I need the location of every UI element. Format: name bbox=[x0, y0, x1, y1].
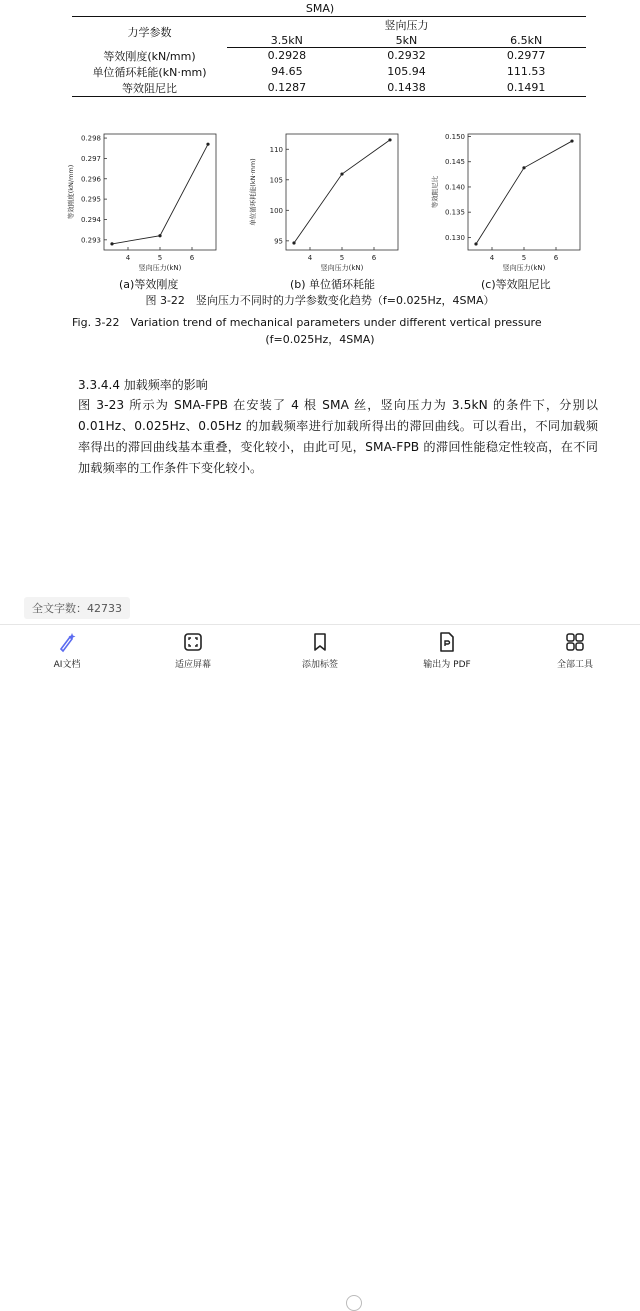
fit-screen-button[interactable] bbox=[138, 631, 248, 670]
data-point bbox=[388, 138, 391, 141]
series-line bbox=[294, 140, 390, 243]
toolbar-label: 添加标签 bbox=[301, 660, 338, 670]
home-indicator[interactable] bbox=[346, 1295, 362, 1311]
pdf-export-icon bbox=[392, 631, 502, 653]
toolbar-label: 全部工具 bbox=[556, 660, 593, 670]
table-caption-tail: SMA) bbox=[305, 2, 335, 15]
add-bookmark-button[interactable] bbox=[265, 631, 375, 670]
cell-value: 0.1438 bbox=[347, 80, 467, 97]
bookmark-icon bbox=[265, 631, 375, 653]
param-header: 力学参数 bbox=[72, 17, 227, 48]
y-tick-label: 0.145 bbox=[444, 158, 465, 167]
data-point bbox=[474, 242, 477, 245]
y-tick-label: 0.298 bbox=[80, 134, 101, 143]
document-page bbox=[0, 0, 640, 600]
x-axis-label: 竖向压力(kN) bbox=[320, 264, 364, 272]
y-tick-label: 105 bbox=[269, 176, 283, 185]
row-label: 单位循环耗能(kN·mm) bbox=[92, 65, 207, 79]
cell-value: 0.1287 bbox=[227, 80, 347, 97]
data-point bbox=[110, 242, 113, 245]
chart-svg bbox=[246, 126, 406, 286]
toolbar-label: 适应屏幕 bbox=[174, 660, 211, 670]
x-tick-label: 6 bbox=[371, 254, 377, 262]
table-row bbox=[72, 64, 586, 80]
y-tick-label: 0.295 bbox=[80, 195, 101, 204]
y-tick-label: 0.150 bbox=[444, 133, 465, 142]
toolbar-label: AI文档 bbox=[53, 660, 81, 670]
figure-caption-en: Fig. 3-22 Variation trend of mechanical parameters under different vertical pressure bbox=[72, 316, 542, 329]
data-point bbox=[158, 234, 161, 237]
toolbar-label: 输出为 PDF bbox=[423, 660, 471, 670]
y-axis-label: 单位循环耗能(kN·mm) bbox=[249, 158, 257, 226]
x-tick-label: 6 bbox=[189, 254, 195, 262]
stiffness-chart bbox=[64, 126, 224, 286]
x-tick-label: 5 bbox=[157, 254, 163, 262]
section-heading: 3.3.4.4 加载频率的影响 bbox=[78, 378, 208, 392]
x-tick-label: 5 bbox=[339, 254, 345, 262]
x-tick-label: 6 bbox=[553, 254, 559, 262]
mechanical-parameters-table bbox=[72, 16, 586, 97]
data-point bbox=[206, 143, 209, 146]
energy-chart bbox=[246, 126, 406, 286]
ai-sparkle-icon bbox=[12, 631, 122, 653]
series-line bbox=[476, 141, 572, 244]
subcaption-b: (b) 单位循环耗能 bbox=[290, 278, 376, 291]
data-point bbox=[292, 241, 295, 244]
chart-svg bbox=[428, 126, 588, 286]
row-label: 等效刚度(kN/mm) bbox=[103, 49, 196, 63]
cell-value: 94.65 bbox=[271, 65, 303, 78]
cell-value: 111.53 bbox=[506, 65, 546, 78]
x-axis-label: 竖向压力(kN) bbox=[502, 264, 546, 272]
x-tick-label: 4 bbox=[125, 254, 131, 262]
cell-value: 0.2928 bbox=[267, 49, 307, 63]
x-axis-label: 竖向压力(kN) bbox=[138, 264, 182, 272]
export-pdf-button[interactable] bbox=[392, 631, 502, 670]
damping-chart bbox=[428, 126, 588, 286]
y-tick-label: 0.135 bbox=[444, 208, 465, 217]
y-tick-label: 0.296 bbox=[80, 175, 101, 184]
plot-frame bbox=[468, 134, 580, 250]
word-count-badge: 全文字数：42733 bbox=[24, 597, 130, 619]
x-tick-label: 4 bbox=[307, 254, 313, 262]
y-tick-label: 95 bbox=[274, 237, 283, 246]
ai-document-button[interactable] bbox=[12, 631, 122, 670]
figure-caption-en-params: (f=0.025Hz，4SMA) bbox=[265, 333, 375, 346]
y-tick-label: 110 bbox=[269, 145, 283, 154]
cell-value: 0.2977 bbox=[506, 49, 546, 63]
series-line bbox=[112, 144, 208, 244]
chart-svg bbox=[64, 126, 224, 286]
subcaption-c: (c)等效阻尼比 bbox=[481, 278, 551, 291]
plot-frame bbox=[104, 134, 216, 250]
column-header: 3.5kN bbox=[227, 33, 347, 48]
data-point bbox=[340, 172, 343, 175]
row-label: 等效阻尼比 bbox=[72, 80, 227, 97]
plot-frame bbox=[286, 134, 398, 250]
data-point bbox=[570, 139, 573, 142]
x-tick-label: 5 bbox=[521, 254, 527, 262]
y-tick-label: 0.293 bbox=[80, 236, 101, 245]
table-row bbox=[72, 48, 586, 64]
cell-value: 0.1491 bbox=[466, 80, 586, 97]
column-header: 5kN bbox=[347, 33, 467, 48]
y-tick-label: 0.130 bbox=[444, 233, 465, 242]
data-point bbox=[522, 166, 525, 169]
y-tick-label: 0.297 bbox=[80, 154, 101, 163]
subcaption-a: (a)等效刚度 bbox=[119, 278, 179, 291]
y-axis-label: 等效刚度(kN/mm) bbox=[67, 164, 75, 220]
y-axis-label: 等效阻尼比 bbox=[431, 175, 439, 209]
fit-screen-icon bbox=[138, 631, 248, 653]
table-row bbox=[72, 80, 586, 97]
cell-value: 0.2932 bbox=[387, 49, 426, 63]
bottom-toolbar bbox=[0, 624, 640, 695]
all-tools-icon bbox=[520, 631, 630, 653]
pressure-group-header: 竖向压力 bbox=[227, 17, 586, 34]
y-tick-label: 0.294 bbox=[80, 215, 101, 224]
all-tools-button[interactable] bbox=[520, 631, 630, 670]
x-tick-label: 4 bbox=[489, 254, 495, 262]
y-tick-label: 100 bbox=[269, 206, 283, 215]
y-tick-label: 0.140 bbox=[444, 183, 465, 192]
figure-caption: 图 3-22 竖向压力不同时的力学参数变化趋势（f=0.025Hz，4SMA） bbox=[145, 294, 495, 307]
column-header: 6.5kN bbox=[466, 33, 586, 48]
body-paragraph: 图 3-23 所示为 SMA-FPB 在安装了 4 根 SMA 丝，竖向压力为 3.5kN 的条件下，分别以 0.01Hz、0.025Hz、0.05Hz 的加载频率进行加载所得出的滞回曲线。可以看出，不同加载频率得出的滞回曲线基本重叠，变化较小，由此可见，SMA-FPB 的滞回性能稳定性较高，在不同加载频率的工作条件下变化较小。 bbox=[78, 398, 598, 475]
cell-value: 105.94 bbox=[387, 65, 426, 78]
